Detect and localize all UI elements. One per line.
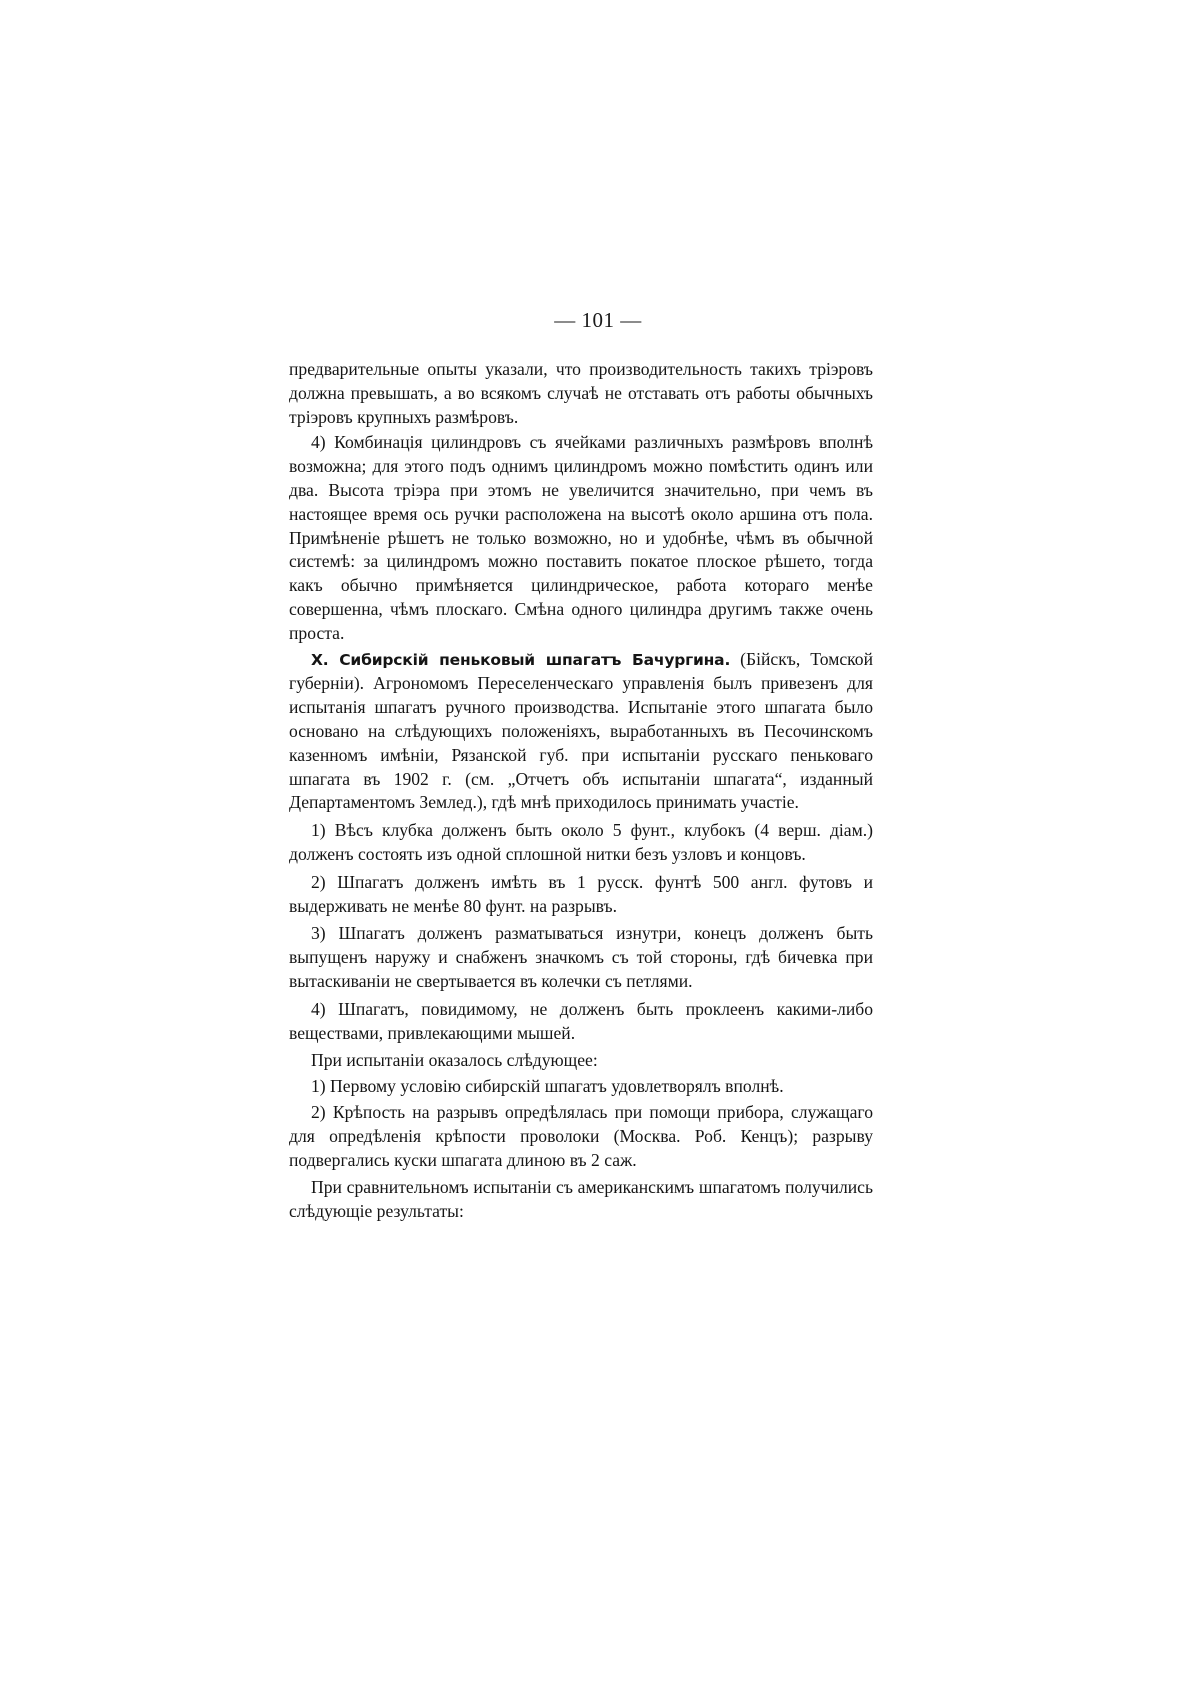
section-x-heading: X. Сибирскій пеньковый шпагатъ Бачургина. [311,650,731,669]
page-number: — 101 — [554,308,642,332]
result-item-2: 2) Крѣпость на разрывъ опредѣлялась при помощи прибора, служащаго для опредѣленія крѣпости проволоки (Москва. Роб. Кенцъ); разрыву подвергались куски шпагата длиною въ 2 саж. [289,1101,873,1170]
section-x-paragraph [289,648,873,816]
condition-item-3: 3) Шпагатъ долженъ разматываться изнутри, конецъ долженъ быть выпущенъ наружу и снабженъ значкомъ съ той стороны, гдѣ бичевка при вытаскиваніи не свертывается въ колечки съ петлями. [289,923,873,991]
paragraph-cylinder-combination: 4) Комбинація цилиндровъ съ ячейками различныхъ размѣровъ вполнѣ возможна; для этого подъ однимъ цилиндромъ можно помѣстить одинъ или два. Высота тріэра при этомъ не увеличится значительно, при чемъ въ настоящее время ось ручки расположена на высотѣ около аршина отъ пола. Примѣненіе рѣшетъ не только возможно, но и удобнѣе, чѣмъ въ обычной системѣ: за цилиндромъ можно поставить покатое плоское рѣшето, тогда какъ обычно примѣняется цилиндрическое, работа котораго менѣе совершенна, чѣмъ плоскаго. Смѣна одного цилиндра другимъ также очень проста. [289,432,873,643]
condition-item-1: 1) Вѣсъ клубка долженъ быть около 5 фунт., клубокъ (4 верш. діам.) долженъ состоять изъ одной сплошной нитки безъ узловъ и концовъ. [289,820,873,864]
section-x-text: (Бійскъ, Томской губерніи). Агрономомъ Переселенческаго управленія былъ привезенъ для испытанія шпагатъ ручного производства. Испытаніе этого шпагата было основано на слѣдующихъ положеніяхъ, выработанныхъ въ Песочинскомъ казенномъ имѣніи, Рязанской губ. при испытаніи русскаго пеньковаго шпагата въ 1902 г. (см. „Отчетъ объ испытаніи шпагата“, изданный Департаментомъ Землед.), гдѣ мнѣ приходилось принимать участіе. [289,648,874,813]
condition-item-4: 4) Шпагатъ, повидимому, не долженъ быть проклеенъ какими-либо веществами, привлекающими мышей. [289,998,873,1043]
condition-item-2: 2) Шпагатъ долженъ имѣть въ 1 русск. фунтѣ 500 англ. футовъ и выдерживать не менѣе 80 фунт. на разрывъ. [289,871,873,916]
comparison-paragraph: При сравнительномъ испытаніи съ американскимъ шпагатомъ получились слѣдующіе результаты: [289,1177,873,1222]
body-text [289,358,873,1226]
result-item-1: 1) Первому условію сибирскій шпагатъ удовлетворялъ вполнѣ. [311,1076,784,1097]
results-intro: При испытаніи оказалось слѣдующее: [311,1050,598,1071]
paragraph-continuation: предварительные опыты указали, что производительность такихъ тріэровъ должна превышать, а во всякомъ случаѣ не отставать отъ работы обычныхъ тріэровъ крупныхъ размѣровъ. [289,359,873,427]
